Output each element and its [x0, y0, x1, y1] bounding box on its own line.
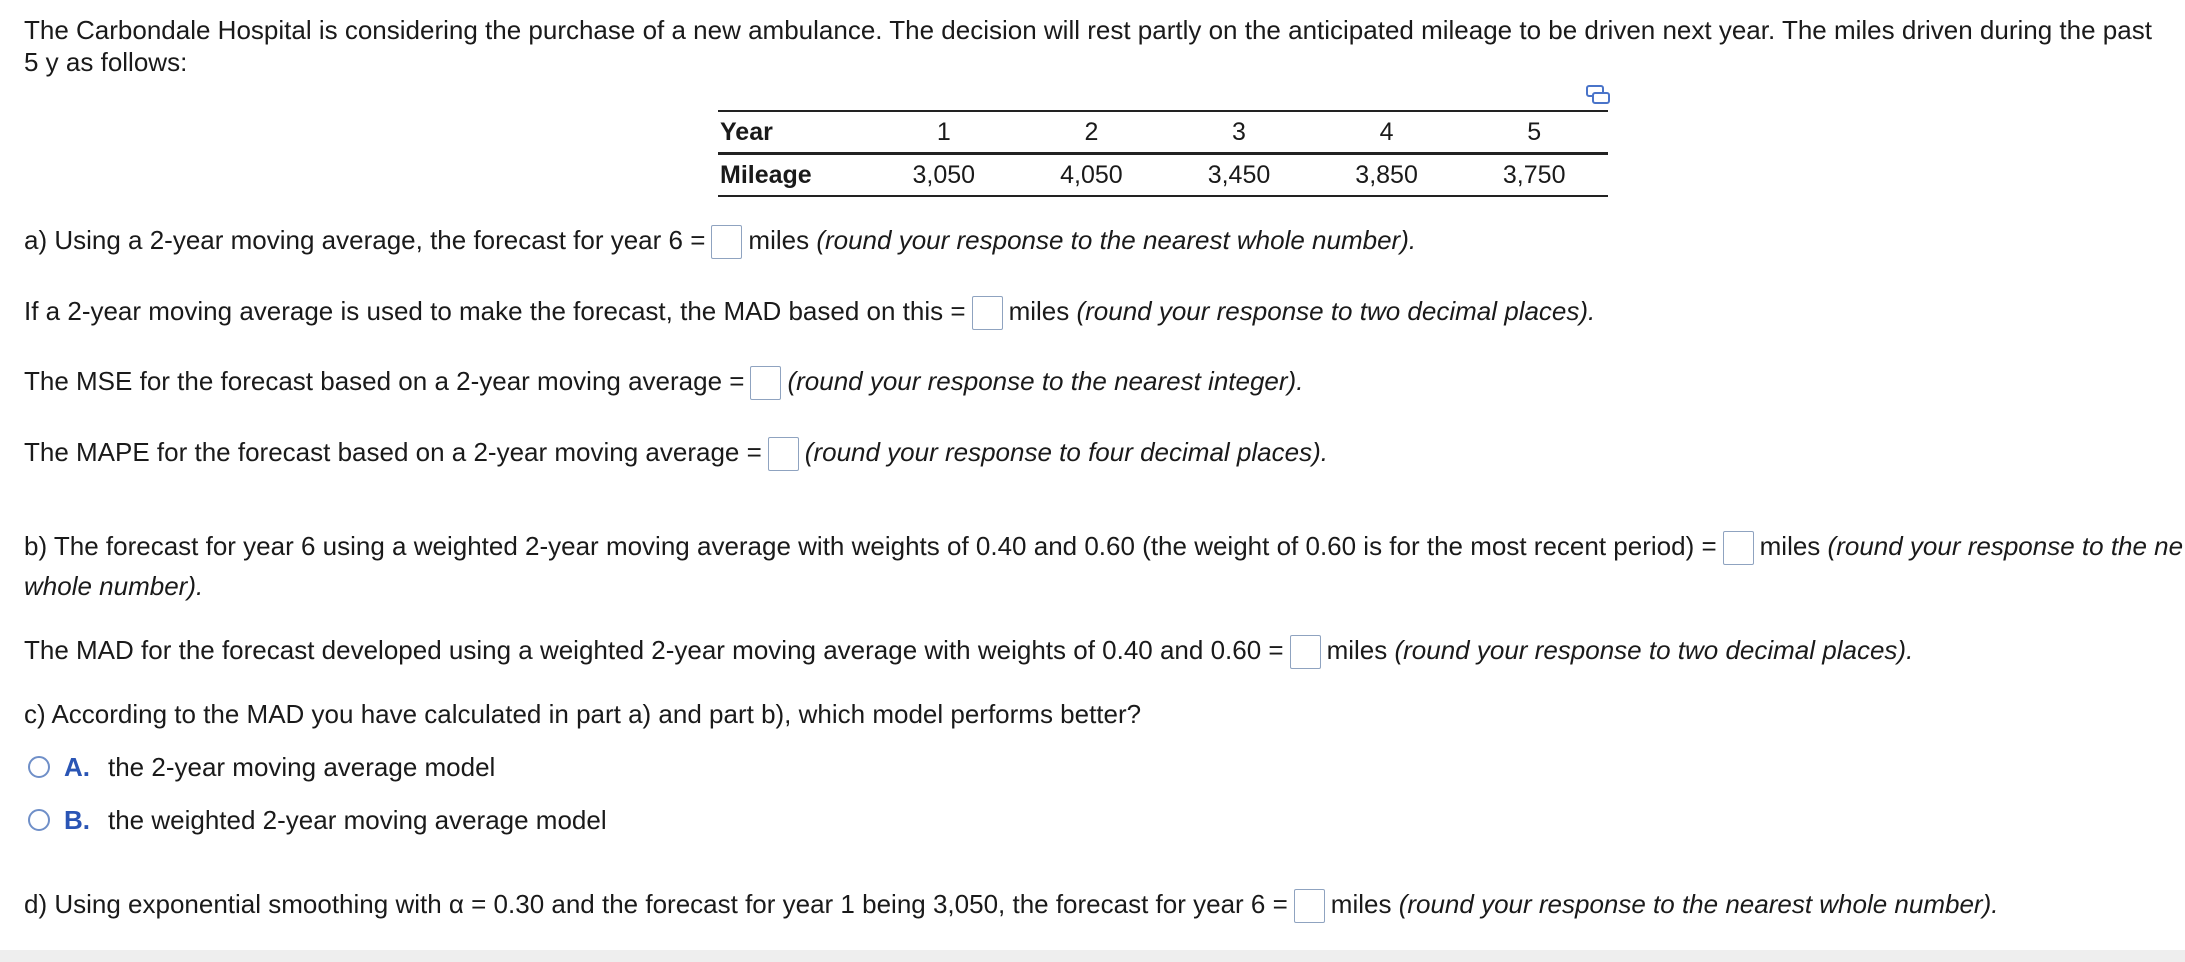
question-c: c) According to the MAD you have calculated in part a) and part b), which model performs better? [24, 699, 1142, 729]
year-cell: 3 [1165, 111, 1313, 154]
question-mad-text: If a 2-year moving average is used to make the forecast, the MAD based on this = [24, 296, 966, 326]
year-cell: 5 [1460, 111, 1608, 154]
mileage-cell: 3,450 [1165, 154, 1313, 197]
question-mse-text: The MSE for the forecast based on a 2-year moving average = [24, 366, 745, 396]
year-cell: 2 [1018, 111, 1166, 154]
rounding-note: (round your response to the ne [1827, 531, 2184, 561]
mse-input[interactable] [750, 366, 781, 400]
question-a-text: a) Using a 2-year moving average, the forecast for year 6 = [24, 225, 706, 255]
question-mape-text: The MAPE for the forecast based on a 2-year moving average = [24, 437, 762, 467]
question-mape [24, 436, 1328, 471]
copy-table-icon[interactable] [1585, 84, 1611, 106]
unit-label: miles [748, 225, 810, 255]
question-a [24, 224, 1416, 259]
question-b-continued [24, 570, 203, 602]
option-text: the 2-year moving average model [108, 752, 496, 782]
question-mad [24, 295, 1595, 330]
weighted-mad-input[interactable] [1290, 635, 1321, 669]
option-b-radio[interactable] [28, 809, 50, 831]
rounding-note: (round your response to the nearest integer). [787, 366, 1304, 396]
question-b-mad [24, 634, 1913, 669]
unit-label: miles [1330, 889, 1392, 919]
rounding-note: (round your response to the nearest whole number). [816, 225, 1417, 255]
table-row [718, 111, 1608, 154]
rounding-note: (round your response to two decimal places). [1394, 635, 1914, 665]
mileage-header: Mileage [718, 154, 870, 197]
mileage-table [718, 110, 1608, 197]
intro-text: The Carbondale Hospital is considering the purchase of a new ambulance. The decision will rest partly on the anticipated mileage to be driven next year. The miles driven during the past 5 y as follows: [24, 15, 2152, 77]
question-d [24, 888, 1998, 923]
rounding-note: (round your response to four decimal places). [804, 437, 1328, 467]
mape-input[interactable] [768, 437, 799, 471]
option-letter: A. [64, 752, 90, 782]
rounding-note: (round your response to the nearest whole number). [1398, 889, 1999, 919]
mad-ma-input[interactable] [972, 296, 1003, 330]
unit-label: miles [1326, 635, 1388, 665]
question-b [24, 530, 2183, 565]
question-b-mad-text: The MAD for the forecast developed using a weighted 2-year moving average with weights of 0.40 and 0.60 = [24, 635, 1284, 665]
table-row [718, 154, 1608, 197]
bottom-bar [0, 950, 2185, 962]
unit-label: miles [1008, 296, 1070, 326]
mileage-cell: 3,850 [1313, 154, 1461, 197]
mileage-cell: 3,750 [1460, 154, 1608, 197]
weighted-forecast-input[interactable] [1723, 531, 1754, 565]
rounding-note: (round your response to two decimal places). [1076, 296, 1596, 326]
forecast-ma-input[interactable] [711, 225, 742, 259]
question-d-text: d) Using exponential smoothing with α = 0.30 and the forecast for year 1 being 3,050, the forecast for year 6 = [24, 889, 1288, 919]
unit-label: miles [1759, 531, 1821, 561]
option-a-radio[interactable] [28, 756, 50, 778]
rounding-note-continued: whole number). [24, 571, 204, 601]
option-b[interactable] [28, 804, 607, 836]
year-cell: 1 [870, 111, 1018, 154]
question-b-text: b) The forecast for year 6 using a weighted 2-year moving average with weights of 0.40 and 0.60 (the weight of 0.60 is for the most recent period) = [24, 531, 1717, 561]
exp-smoothing-input[interactable] [1294, 889, 1325, 923]
mileage-cell: 4,050 [1018, 154, 1166, 197]
year-cell: 4 [1313, 111, 1461, 154]
option-text: the weighted 2-year moving average model [108, 805, 607, 835]
question-mse [24, 365, 1303, 400]
option-a[interactable] [28, 751, 495, 783]
mileage-cell: 3,050 [870, 154, 1018, 197]
option-letter: B. [64, 805, 90, 835]
year-header: Year [718, 111, 870, 154]
